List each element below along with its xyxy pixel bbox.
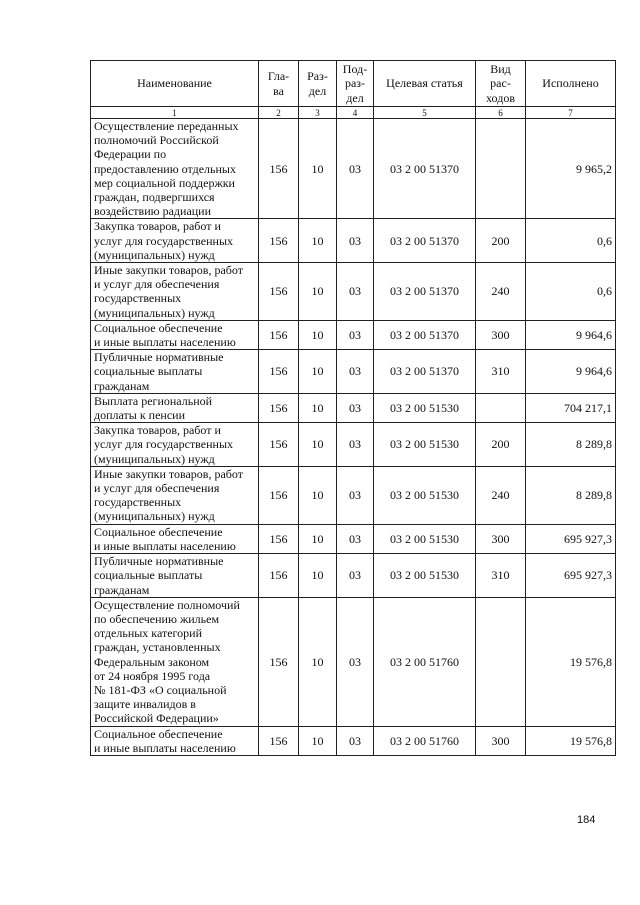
row-name: Осуществление переданных полномочий Российской Федерации по предоставлению отдельных мер социальной поддержки граждан, подвергшихся воздействию радиации bbox=[91, 119, 259, 219]
row-target: 03 2 00 51370 bbox=[374, 350, 476, 394]
row-section: 10 bbox=[299, 597, 337, 726]
table-row bbox=[91, 320, 616, 349]
row-chapter: 156 bbox=[259, 320, 299, 349]
table-row bbox=[91, 263, 616, 321]
row-executed: 695 927,3 bbox=[526, 554, 616, 598]
row-subsection: 03 bbox=[337, 350, 374, 394]
row-subsection: 03 bbox=[337, 554, 374, 598]
row-executed: 9 964,6 bbox=[526, 350, 616, 394]
table-row bbox=[91, 350, 616, 394]
row-name: Социальное обеспечение и иные выплаты населению bbox=[91, 320, 259, 349]
row-name: Социальное обеспечение и иные выплаты населению bbox=[91, 726, 259, 755]
row-section: 10 bbox=[299, 466, 337, 524]
table-row bbox=[91, 466, 616, 524]
row-name: Социальное обеспечение и иные выплаты населению bbox=[91, 524, 259, 553]
row-section: 10 bbox=[299, 423, 337, 467]
header-chapter: Гла- ва bbox=[259, 61, 299, 107]
row-target: 03 2 00 51370 bbox=[374, 119, 476, 219]
row-chapter: 156 bbox=[259, 219, 299, 263]
header-section: Раз- дел bbox=[299, 61, 337, 107]
row-chapter: 156 bbox=[259, 597, 299, 726]
column-number: 3 bbox=[299, 107, 337, 119]
row-executed: 9 965,2 bbox=[526, 119, 616, 219]
table-row bbox=[91, 524, 616, 553]
row-subsection: 03 bbox=[337, 320, 374, 349]
row-executed: 8 289,8 bbox=[526, 423, 616, 467]
row-name: Закупка товаров, работ и услуг для государственных (муниципальных) нужд bbox=[91, 219, 259, 263]
row-chapter: 156 bbox=[259, 393, 299, 422]
row-expense-type: 240 bbox=[476, 466, 526, 524]
row-executed: 704 217,1 bbox=[526, 393, 616, 422]
column-number: 1 bbox=[91, 107, 259, 119]
column-number: 2 bbox=[259, 107, 299, 119]
row-section: 10 bbox=[299, 726, 337, 755]
row-section: 10 bbox=[299, 320, 337, 349]
row-subsection: 03 bbox=[337, 524, 374, 553]
row-chapter: 156 bbox=[259, 119, 299, 219]
row-chapter: 156 bbox=[259, 263, 299, 321]
row-subsection: 03 bbox=[337, 726, 374, 755]
row-name: Иные закупки товаров, работ и услуг для обеспечения государственных (муниципальных) нужд bbox=[91, 263, 259, 321]
header-name: Наименование bbox=[91, 61, 259, 107]
row-executed: 0,6 bbox=[526, 263, 616, 321]
row-executed: 0,6 bbox=[526, 219, 616, 263]
row-section: 10 bbox=[299, 554, 337, 598]
row-expense-type: 300 bbox=[476, 524, 526, 553]
row-executed: 8 289,8 bbox=[526, 466, 616, 524]
table-row bbox=[91, 119, 616, 219]
header-subsection: Под- раз- дел bbox=[337, 61, 374, 107]
row-section: 10 bbox=[299, 219, 337, 263]
row-section: 10 bbox=[299, 350, 337, 394]
row-target: 03 2 00 51370 bbox=[374, 263, 476, 321]
row-subsection: 03 bbox=[337, 423, 374, 467]
column-number: 4 bbox=[337, 107, 374, 119]
row-subsection: 03 bbox=[337, 466, 374, 524]
row-expense-type bbox=[476, 597, 526, 726]
row-chapter: 156 bbox=[259, 423, 299, 467]
row-target: 03 2 00 51530 bbox=[374, 524, 476, 553]
table-row bbox=[91, 597, 616, 726]
row-section: 10 bbox=[299, 119, 337, 219]
row-target: 03 2 00 51370 bbox=[374, 219, 476, 263]
row-name: Иные закупки товаров, работ и услуг для обеспечения государственных (муниципальных) нужд bbox=[91, 466, 259, 524]
row-executed: 19 576,8 bbox=[526, 726, 616, 755]
budget-table bbox=[90, 60, 616, 756]
row-name: Публичные нормативные социальные выплаты гражданам bbox=[91, 350, 259, 394]
row-target: 03 2 00 51760 bbox=[374, 597, 476, 726]
row-subsection: 03 bbox=[337, 119, 374, 219]
row-target: 03 2 00 51530 bbox=[374, 554, 476, 598]
row-expense-type: 300 bbox=[476, 320, 526, 349]
column-number-row bbox=[91, 107, 616, 119]
row-expense-type: 240 bbox=[476, 263, 526, 321]
row-chapter: 156 bbox=[259, 726, 299, 755]
row-expense-type: 200 bbox=[476, 423, 526, 467]
header-executed: Исполнено bbox=[526, 61, 616, 107]
row-subsection: 03 bbox=[337, 263, 374, 321]
column-number: 5 bbox=[374, 107, 476, 119]
row-chapter: 156 bbox=[259, 466, 299, 524]
row-section: 10 bbox=[299, 393, 337, 422]
column-number: 7 bbox=[526, 107, 616, 119]
row-chapter: 156 bbox=[259, 524, 299, 553]
row-subsection: 03 bbox=[337, 393, 374, 422]
table-body bbox=[91, 119, 616, 756]
row-section: 10 bbox=[299, 524, 337, 553]
row-target: 03 2 00 51530 bbox=[374, 466, 476, 524]
row-executed: 9 964,6 bbox=[526, 320, 616, 349]
row-target: 03 2 00 51370 bbox=[374, 320, 476, 349]
row-expense-type bbox=[476, 393, 526, 422]
row-target: 03 2 00 51760 bbox=[374, 726, 476, 755]
row-executed: 695 927,3 bbox=[526, 524, 616, 553]
table-row bbox=[91, 393, 616, 422]
row-expense-type: 200 bbox=[476, 219, 526, 263]
row-target: 03 2 00 51530 bbox=[374, 393, 476, 422]
header-row bbox=[91, 61, 616, 107]
row-name: Закупка товаров, работ и услуг для государственных (муниципальных) нужд bbox=[91, 423, 259, 467]
row-name: Публичные нормативные социальные выплаты гражданам bbox=[91, 554, 259, 598]
table-row bbox=[91, 554, 616, 598]
column-number: 6 bbox=[476, 107, 526, 119]
row-subsection: 03 bbox=[337, 597, 374, 726]
row-expense-type: 300 bbox=[476, 726, 526, 755]
page-number: 184 bbox=[577, 814, 596, 826]
row-chapter: 156 bbox=[259, 554, 299, 598]
header-expense-type: Вид рас- ходов bbox=[476, 61, 526, 107]
table-row bbox=[91, 219, 616, 263]
table-row bbox=[91, 726, 616, 755]
row-name: Осуществление полномочий по обеспечению жильем отдельных категорий граждан, установленных Федеральным законом от 24 ноября 1995 года № 181-ФЗ «О социальной защите инвалидов в Российской Федерации» bbox=[91, 597, 259, 726]
row-expense-type bbox=[476, 119, 526, 219]
row-expense-type: 310 bbox=[476, 350, 526, 394]
header-target: Целевая статья bbox=[374, 61, 476, 107]
row-name: Выплата региональной доплаты к пенсии bbox=[91, 393, 259, 422]
row-chapter: 156 bbox=[259, 350, 299, 394]
row-section: 10 bbox=[299, 263, 337, 321]
table-row bbox=[91, 423, 616, 467]
row-subsection: 03 bbox=[337, 219, 374, 263]
row-executed: 19 576,8 bbox=[526, 597, 616, 726]
row-target: 03 2 00 51530 bbox=[374, 423, 476, 467]
row-expense-type: 310 bbox=[476, 554, 526, 598]
